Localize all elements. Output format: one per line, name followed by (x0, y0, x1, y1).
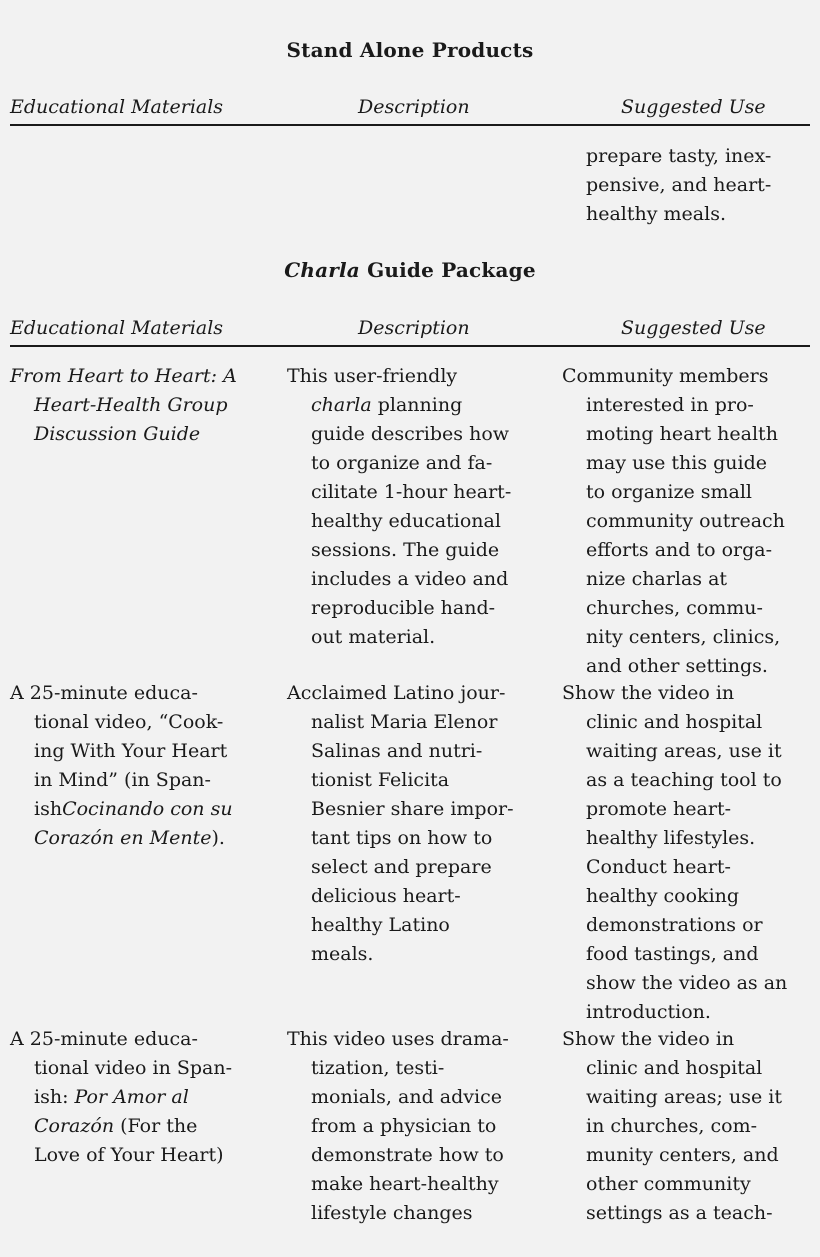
text: and other settings. (586, 655, 768, 677)
cell-line (562, 708, 787, 737)
text: ing With Your Heart (34, 740, 228, 762)
text: show the video as an (586, 972, 788, 994)
cell-line (287, 420, 511, 449)
text: nity centers, clinics, (586, 626, 781, 648)
cell-line (562, 449, 785, 478)
text: demonstrate how to (311, 1144, 504, 1166)
cell-line (10, 1025, 232, 1054)
cell-line (562, 1199, 782, 1228)
text: guide describes how (311, 423, 510, 445)
text: Salinas and nutri- (311, 740, 483, 762)
text: healthy educational (311, 510, 501, 532)
italic-text: Heart-Health Group (34, 394, 228, 416)
text: churches, commu- (586, 597, 763, 619)
cell-line (10, 795, 233, 824)
table-row-suggested-use (562, 679, 787, 1027)
cell-line (562, 795, 787, 824)
cell-line (287, 1141, 509, 1170)
cell-line (562, 679, 787, 708)
italic-text: charla (311, 394, 372, 416)
cell-line (287, 911, 514, 940)
text: (For the (114, 1115, 198, 1137)
text: interested in pro- (586, 394, 754, 416)
italic-text: Corazón (34, 1115, 115, 1137)
italic-text: Por Amor al (74, 1086, 189, 1108)
text: Besnier share impor- (311, 798, 514, 820)
text: delicious heart- (311, 885, 461, 907)
cell-line (562, 766, 787, 795)
text: cilitate 1-hour heart- (311, 481, 512, 503)
text: ). (211, 827, 225, 849)
text: tional video, “Cook- (34, 711, 224, 733)
cell-line (562, 853, 787, 882)
header-description: Description (358, 96, 470, 118)
text: healthy meals. (586, 203, 726, 225)
cell-line (287, 1083, 509, 1112)
cell-line (287, 536, 511, 565)
cell-line (10, 1083, 232, 1112)
cell-line (287, 737, 514, 766)
cell-line (562, 1083, 782, 1112)
cell-line (287, 565, 511, 594)
cell-line (562, 594, 785, 623)
cell-line (287, 679, 514, 708)
cell-line (10, 708, 233, 737)
text: reproducible hand- (311, 597, 496, 619)
cell-line (586, 142, 771, 171)
cell-line (586, 200, 771, 229)
cell-line (562, 1054, 782, 1083)
text: healthy lifestyles. (586, 827, 756, 849)
cell-line (287, 940, 514, 969)
text: munity centers, and (586, 1144, 779, 1166)
cell-line (562, 507, 785, 536)
text: pensive, and heart- (586, 174, 772, 196)
text: demonstrations or (586, 914, 763, 936)
table-row-materials (10, 679, 233, 853)
section-title-stand-alone (0, 38, 820, 62)
cell-line (287, 824, 514, 853)
text: clinic and hospital (586, 711, 763, 733)
text: tionist Felicita (311, 769, 450, 791)
cell-line (562, 911, 787, 940)
text: Show the video in (562, 1028, 735, 1050)
cell-line (10, 1112, 232, 1141)
cell-line (287, 362, 511, 391)
header-educational-materials: Educational Materials (10, 317, 224, 339)
cell-line (562, 1170, 782, 1199)
text: ish (34, 798, 63, 820)
text: Conduct heart- (586, 856, 731, 878)
text: tional video in Span- (34, 1057, 233, 1079)
text: planning (371, 394, 463, 416)
text: waiting areas; use it (586, 1086, 782, 1108)
text: Love of Your Heart) (34, 1144, 224, 1166)
text: waiting areas, use it (586, 740, 782, 762)
text: sessions. The guide (311, 539, 500, 561)
cell-line (10, 737, 233, 766)
text: from a physician to (311, 1115, 497, 1137)
italic-text: Cocinando con su (62, 798, 233, 820)
header-rule (10, 124, 810, 126)
text: Show the video in (562, 682, 735, 704)
cell-line (562, 478, 785, 507)
text: Community members (562, 365, 769, 387)
text: settings as a teach- (586, 1202, 773, 1224)
cell-line (562, 940, 787, 969)
cell-line (562, 391, 785, 420)
cell-line (10, 824, 233, 853)
cell-line (562, 969, 787, 998)
text: community outreach (586, 510, 785, 532)
cell-line (562, 1112, 782, 1141)
cell-line (10, 1141, 232, 1170)
cell-line (10, 391, 237, 420)
text: introduction. (586, 1001, 711, 1023)
text: as a teaching tool to (586, 769, 782, 791)
text: other community (586, 1173, 751, 1195)
cell-line (287, 795, 514, 824)
text: promote heart- (586, 798, 732, 820)
text: This video uses drama- (287, 1028, 509, 1050)
table-row-materials (10, 362, 237, 449)
table-row-description (287, 362, 511, 652)
text: to organize small (586, 481, 752, 503)
cell-line (562, 536, 785, 565)
cell-line (562, 882, 787, 911)
cell-line (287, 1199, 509, 1228)
text: moting heart health (586, 423, 778, 445)
cell-line (287, 882, 514, 911)
continued-suggested-use (586, 142, 771, 229)
text: meals. (311, 943, 374, 965)
text: monials, and advice (311, 1086, 502, 1108)
section-title-italic: Charla (284, 258, 360, 282)
cell-line (10, 766, 233, 795)
text: nalist Maria Elenor (311, 711, 498, 733)
header-suggested-use: Suggested Use (621, 317, 766, 339)
cell-line (562, 652, 785, 681)
cell-line (10, 1054, 232, 1083)
cell-line (287, 623, 511, 652)
text: healthy cooking (586, 885, 740, 907)
cell-line (10, 362, 237, 391)
text: make heart-healthy (311, 1173, 499, 1195)
text: select and prepare (311, 856, 492, 878)
cell-line (287, 1054, 509, 1083)
cell-line (287, 478, 511, 507)
cell-line (10, 420, 237, 449)
table-row-suggested-use (562, 362, 785, 681)
section-title-text: Stand Alone Products (286, 38, 534, 62)
text: may use this guide (586, 452, 768, 474)
text: clinic and hospital (586, 1057, 763, 1079)
text: Acclaimed Latino jour- (287, 682, 506, 704)
cell-line (287, 391, 511, 420)
cell-line (287, 766, 514, 795)
text: healthy Latino (311, 914, 450, 936)
header-educational-materials: Educational Materials (10, 96, 224, 118)
text: includes a video and (311, 568, 509, 590)
text: out material. (311, 626, 436, 648)
table-row-suggested-use (562, 1025, 782, 1228)
cell-line (562, 565, 785, 594)
cell-line (287, 594, 511, 623)
italic-text: From Heart to Heart: A (10, 365, 237, 387)
cell-line (562, 1141, 782, 1170)
text: efforts and to orga- (586, 539, 773, 561)
section-title-charla (0, 258, 820, 282)
cell-line (287, 507, 511, 536)
cell-line (287, 449, 511, 478)
cell-line (562, 737, 787, 766)
header-description: Description (358, 317, 470, 339)
cell-line (562, 1025, 782, 1054)
text: in churches, com- (586, 1115, 758, 1137)
text: to organize and fa- (311, 452, 493, 474)
header-rule (10, 345, 810, 347)
table-row-description (287, 679, 514, 969)
cell-line (287, 1112, 509, 1141)
text: nize charlas at (586, 568, 728, 590)
cell-line (562, 824, 787, 853)
cell-line (586, 171, 771, 200)
italic-text: Discussion Guide (34, 423, 201, 445)
table-row-materials (10, 1025, 232, 1170)
cell-line (562, 420, 785, 449)
cell-line (10, 679, 233, 708)
header-suggested-use: Suggested Use (621, 96, 766, 118)
text: prepare tasty, inex- (586, 145, 772, 167)
cell-line (562, 623, 785, 652)
table-row-description (287, 1025, 509, 1228)
cell-line (287, 1025, 509, 1054)
text: tization, testi- (311, 1057, 445, 1079)
text: This user-friendly (287, 365, 458, 387)
text: lifestyle changes (311, 1202, 473, 1224)
text: tant tips on how to (311, 827, 493, 849)
text: food tastings, and (586, 943, 759, 965)
cell-line (287, 708, 514, 737)
cell-line (287, 1170, 509, 1199)
italic-text: Corazón en Mente (34, 827, 212, 849)
text: A 25-minute educa- (10, 682, 198, 704)
text: A 25-minute educa- (10, 1028, 198, 1050)
text: ish: (34, 1086, 75, 1108)
cell-line (562, 362, 785, 391)
cell-line (562, 998, 787, 1027)
section-title-rest: Guide Package (359, 258, 536, 282)
text: in Mind” (in Span- (34, 769, 211, 791)
cell-line (287, 853, 514, 882)
